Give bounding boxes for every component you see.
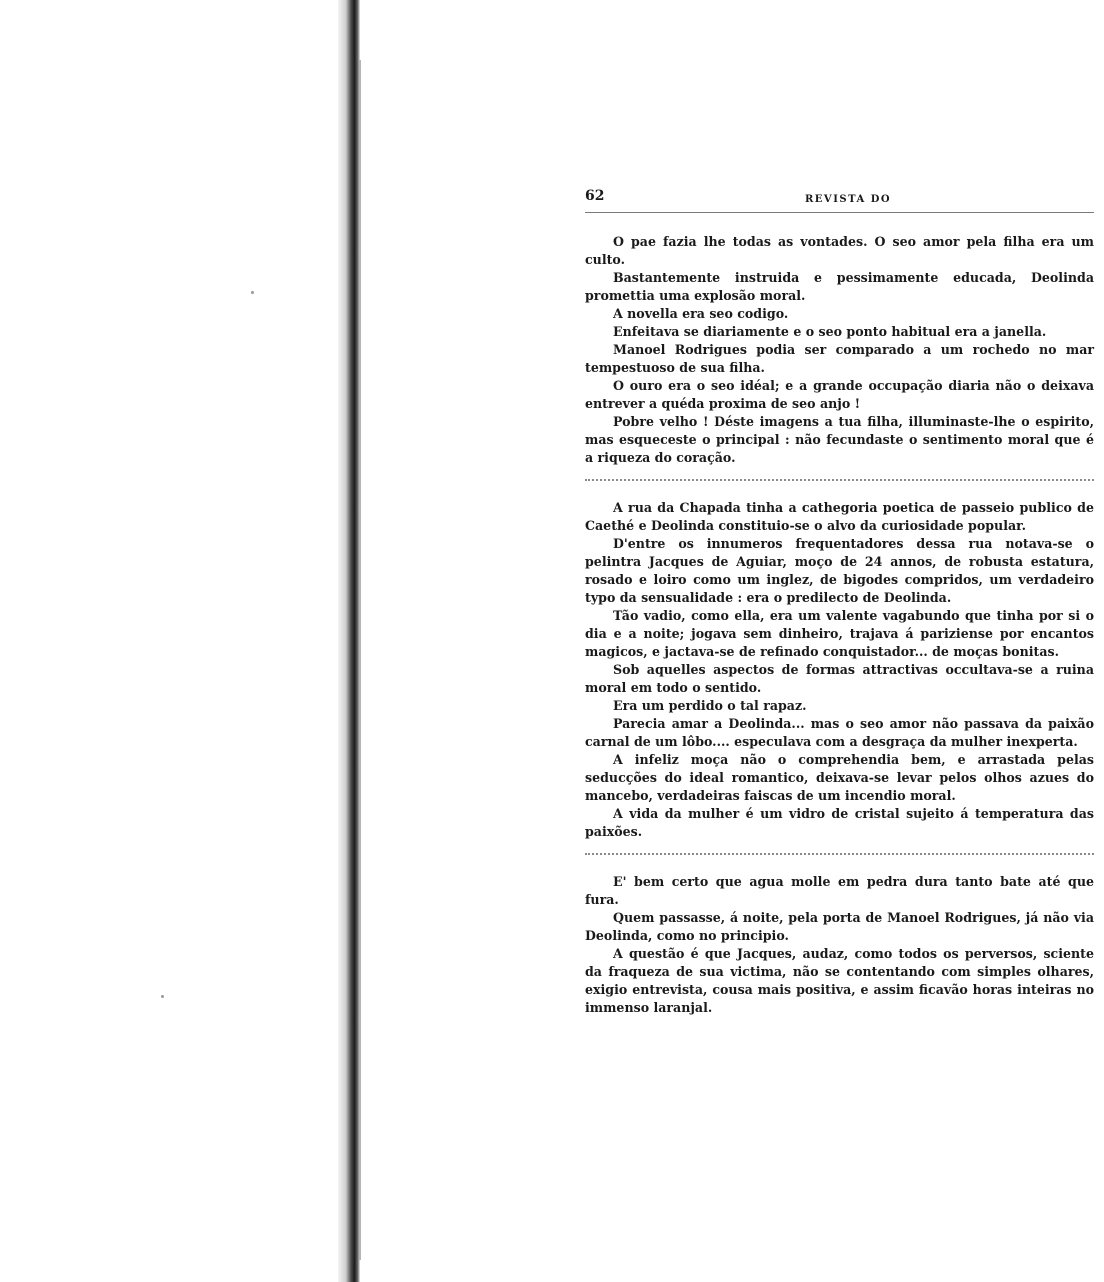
page-header <box>585 186 1094 213</box>
paragraph: Enfeitava se diariamente e o seo ponto habitual era a janella. <box>613 324 1047 339</box>
paragraph: Quem passasse, á noite, pela porta de Manoel Rodrigues, já não via Deolinda, como no principio. <box>585 910 1094 943</box>
paragraph: D'entre os innumeros frequentadores dessa rua notava-se o pelintra Jacques de Aguiar, moço de 24 annos, de robusta estatura, rosado e loiro como um inglez, de bigodes compridos, um verdadeiro typo da sensualidade : era o predilecto de Deolinda. <box>585 536 1094 605</box>
paragraph: E' bem certo que agua molle em pedra dura tanto bate até que fura. <box>585 874 1094 907</box>
dotted-separator <box>585 853 1094 855</box>
page-edge-line <box>359 60 361 1260</box>
paragraph: A questão é que Jacques, audaz, como todos os perversos, sciente da fraqueza de sua victima, não se contentando com simples olhares, exigio entrevista, cousa mais positiva, e assim ficavão horas inteiras no immenso laranjal. <box>585 946 1094 1015</box>
page-number: 62 <box>585 188 605 204</box>
dotted-separator <box>585 479 1094 481</box>
paragraph: A rua da Chapada tinha a cathegoria poetica de passeio publico de Caethé e Deolinda constituio-se o alvo da curiosidade popular. <box>585 500 1094 533</box>
paragraph: A novella era seo codigo. <box>613 306 789 321</box>
paragraph: A infeliz moça não o comprehendia bem, e arrastada pelas seducções do ideal romantico, deixava-se levar pelos olhos azues do mancebo, verdadeiras faiscas de um incendio moral. <box>585 752 1094 803</box>
paragraph: Pobre velho ! Déste imagens a tua filha, illuminaste-lhe o espirito, mas esqueceste o principal : não fecundaste o sentimento moral que é a riqueza do coração. <box>585 414 1094 465</box>
paragraph: Manoel Rodrigues podia ser comparado a um rochedo no mar tempestuoso de sua filha. <box>585 342 1094 375</box>
paragraph: Era um perdido o tal rapaz. <box>613 698 807 713</box>
book-gutter <box>338 0 360 1282</box>
paper-speck <box>161 995 164 998</box>
paragraph: Sob aquelles aspectos de formas attractivas occultava-se a ruina moral em todo o sentido. <box>585 662 1094 695</box>
book-page <box>585 186 1094 1017</box>
page-body <box>585 233 1094 1017</box>
running-title: REVISTA DO <box>805 194 892 205</box>
section-3 <box>585 873 1094 1017</box>
paragraph: O ouro era o seo idéal; e a grande occupação diaria não o deixava entrever a quéda proxima de seo anjo ! <box>585 378 1094 411</box>
paragraph: A vida da mulher é um vidro de cristal sujeito á temperatura das paixões. <box>585 806 1094 839</box>
paragraph: Tão vadio, como ella, era um valente vagabundo que tinha por si o dia e a noite; jogava sem dinheiro, trajava á pariziense por encantos magicos, e jactava-se de refinado conquistador... de moças bonitas. <box>585 608 1094 659</box>
paragraph: Parecia amar a Deolinda... mas o seo amor não passava da paixão carnal de um lôbo.... especulava com a desgraça da mulher inexperta. <box>585 716 1094 749</box>
section-2 <box>585 499 1094 841</box>
paragraph: O pae fazia lhe todas as vontades. O seo amor pela filha era um culto. <box>585 234 1094 267</box>
section-1 <box>585 233 1094 467</box>
paper-speck <box>251 291 254 294</box>
paragraph: Bastantemente instruida e pessimamente educada, Deolinda promettia uma explosão moral. <box>585 270 1094 303</box>
